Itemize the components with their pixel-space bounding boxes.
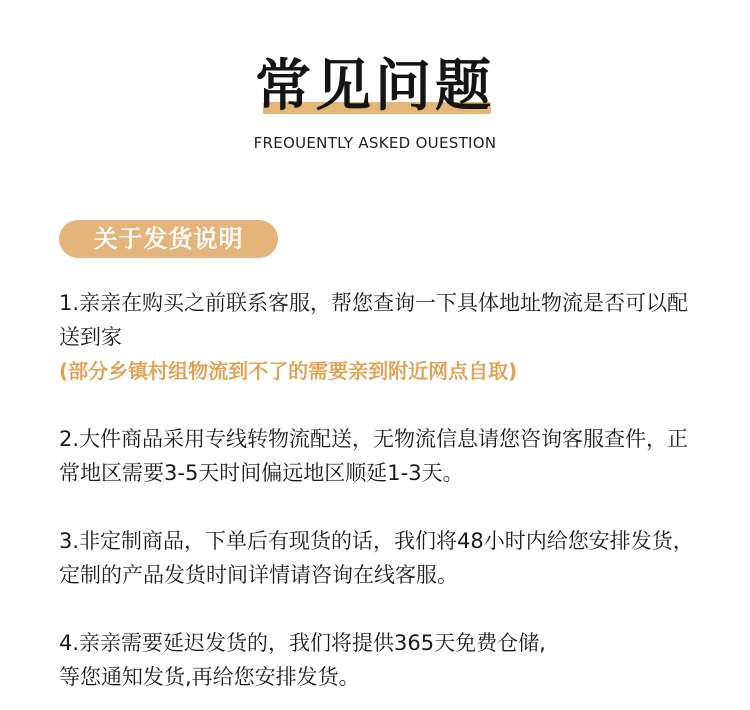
faq-item-2: 2.大件商品采用专线转物流配送，无物流信息请您咨询客服查件，正常地区需要3-5天时间偏远地区顺延1-3天。 xyxy=(59,427,689,485)
faq-item-4 xyxy=(59,626,709,694)
faq-item-4-line-2: 等您通知发货,再给您安排发货。 xyxy=(59,665,360,689)
faq-content xyxy=(59,286,709,694)
faq-item-1-note: (部分乡镇村组物流到不了的需要亲到附近网点自取) xyxy=(59,359,518,383)
faq-item-1 xyxy=(59,286,709,388)
page-title xyxy=(255,50,495,124)
title-block xyxy=(0,50,750,124)
page-title-text: 常见问题 xyxy=(255,54,495,119)
faq-item-1-text: 1.亲亲在购买之前联系客服，帮您查询一下具体地址物流是否可以配送到家 xyxy=(59,291,689,349)
page-subtitle: FREOUENTLY ASKED OUESTION xyxy=(253,134,497,152)
section-badge: 关于发货说明 xyxy=(59,220,278,258)
faq-item-3: 3.非定制商品，下单后有现货的话，我们将48小时内给您安排发货，定制的产品发货时间详情请咨询在线客服。 xyxy=(59,529,694,587)
faq-item-4-line-1: 4.亲亲需要延迟发货的，我们将提供365天免费仓储, xyxy=(59,631,546,655)
